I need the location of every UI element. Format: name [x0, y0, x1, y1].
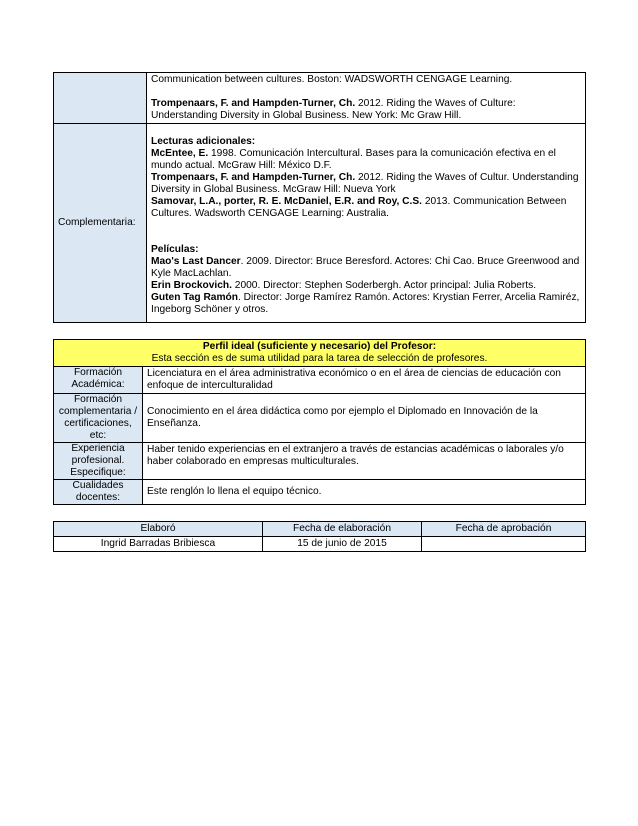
- perfil-row-value: Conocimiento en el área didáctica como por ejemplo el Diplomado en Innovación de la Enseñanza.: [143, 394, 586, 443]
- biblio-entry: [151, 98, 581, 122]
- lectura-entry: McEntee, E. 1998. Comunicación Intercultural. Bases para la comunicación efectiva en el mundo actual. McGraw Hill: México D.F.: [151, 148, 556, 171]
- perfil-row-label: Formación complementaria / certificaciones, etc:: [54, 394, 143, 443]
- perfil-row-label: Cualidades docentes:: [54, 480, 143, 505]
- pelicula-entry: Guten Tag Ramón. Director: Jorge Ramírez Ramón. Actores: Krystian Ferrer, Arcelia Ramiréz, Ingeborg Schöner y otros.: [151, 292, 580, 315]
- bibliography-table: [53, 72, 586, 323]
- perfil-row: [54, 367, 586, 394]
- perfil-row-value: Haber tenido experiencias en el extranjero a través de estancias académicas o laborales y/o haber colaborado en empresas multiculturales.: [143, 443, 586, 480]
- perfil-row: [54, 443, 586, 480]
- perfil-row-value: Este renglón lo llena el equipo técnico.: [143, 480, 586, 505]
- perfil-title: Perfil ideal (suficiente y necesario) del Profesor:: [202, 341, 437, 352]
- complementaria-label: Complementaria:: [58, 217, 136, 228]
- lecturas-heading: Lecturas adicionales:: [151, 136, 256, 147]
- firmas-header-row: [54, 522, 586, 537]
- pelicula-entry: Mao's Last Dancer. 2009. Director: Bruce Beresford. Actores: Chi Cao. Bruce Greenwood and Kyle MacLachlan.: [151, 256, 580, 279]
- elaboro-header: Elaboró: [54, 522, 263, 537]
- complementaria-content-cell: [147, 124, 586, 323]
- firmas-table: [53, 521, 586, 552]
- bibliography-row-basic: [54, 73, 586, 124]
- lectura-entry: Trompenaars, F. and Hampden-Turner, Ch. 2012. Riding the Waves of Cultur. Understanding Diversity in Global Business. McGraw Hill: Nueva York: [151, 172, 579, 195]
- basic-content-cell: [147, 73, 586, 124]
- perfil-header-cell: [54, 340, 586, 367]
- biblio-text: 2012. Riding the Waves of Culture: Understanding Diversity in Global Business. New York: Mc Graw Hill.: [151, 98, 516, 121]
- peliculas-heading: Películas:: [151, 244, 199, 255]
- perfil-row-label: Formación Académica:: [54, 367, 143, 394]
- elaboro-value: Ingrid Barradas Bribiesca: [54, 537, 263, 552]
- pelicula-entry: Erin Brockovich. 2000. Director: Stephen Soderbergh. Actor principal: Julia Roberts.: [151, 280, 537, 291]
- basic-label-cell: [54, 73, 147, 124]
- perfil-row-value: Licenciatura en el área administrativa económico o en el área de ciencias de educación con enfoque de interculturalidad: [143, 367, 586, 394]
- perfil-row: [54, 480, 586, 505]
- lectura-entry: Samovar, L.A., porter, R. E. McDaniel, E.R. and Roy, C.S. 2013. Communication Between Cultures. Wadsworth CENGAGE Learning: Australia.: [151, 196, 567, 219]
- fecha-aprobacion-header: Fecha de aprobación: [422, 522, 586, 537]
- perfil-row: [54, 394, 586, 443]
- perfil-subtitle: Esta sección es de suma utilidad para la tarea de selección de profesores.: [151, 353, 488, 364]
- firmas-value-row: [54, 537, 586, 552]
- perfil-row-label: Experiencia profesional. Especifique:: [54, 443, 143, 480]
- biblio-author: Trompenaars, F. and Hampden-Turner, Ch.: [151, 98, 356, 109]
- perfil-header-row: [54, 340, 586, 367]
- complementaria-label-cell: [54, 124, 147, 323]
- fecha-aprobacion-value: [422, 537, 586, 552]
- biblio-line: Communication between cultures. Boston: WADSWORTH CENGAGE Learning.: [151, 74, 513, 85]
- bibliography-row-complementaria: [54, 124, 586, 323]
- fecha-elaboracion-header: Fecha de elaboración: [263, 522, 422, 537]
- perfil-table: [53, 339, 586, 505]
- fecha-elaboracion-value: 15 de junio de 2015: [263, 537, 422, 552]
